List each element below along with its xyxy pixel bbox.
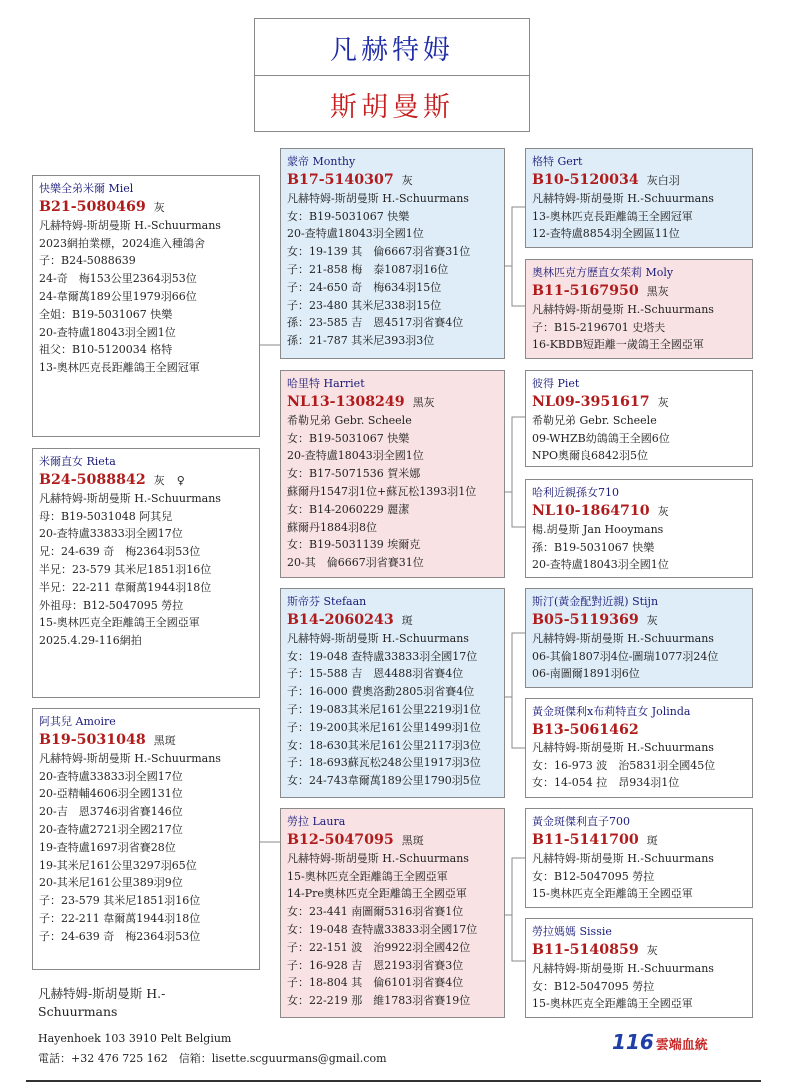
info-line: 凡赫特姆-斯胡曼斯 H.-Schuurmans: [39, 218, 221, 232]
info-line: 子：22-151 波 治9922羽全國42位: [287, 940, 471, 954]
info-line: 16-KBDB短距離一歲鴿王全國亞軍: [532, 338, 704, 352]
logo-number: 116: [612, 1030, 654, 1054]
info-line: 20-查特盧18043羽全國1位: [39, 325, 176, 339]
info-line: 凡赫特姆-斯胡曼斯 H.-Schuurmans: [39, 491, 221, 505]
info-line: 14-Pre奧林匹克全距離鴿王全國亞軍: [287, 887, 467, 901]
info-line: 15-奧林匹克全距離鴿王全國亞軍: [287, 869, 448, 883]
subject-name: 快樂全弟米爾 Miel: [39, 182, 134, 195]
gs8-color: 灰: [646, 943, 658, 957]
sibling-sex: ♀: [176, 473, 185, 487]
gs4-ring: NL10-1864710 灰: [532, 502, 669, 519]
info-line: 24-韋爾萬189公里1979羽66位: [39, 289, 197, 303]
logo: [612, 1030, 722, 1054]
info-line: NPO奧爾良6842羽5位: [532, 449, 649, 463]
info-line: 20-其米尼161公里389羽9位: [39, 876, 183, 890]
gs7-color: 斑: [646, 833, 658, 847]
gs8-name: 勞拉媽媽 Sissie: [532, 925, 612, 938]
info-line: 子：16-000 費奧洛勳2805羽省賽4位: [287, 685, 475, 699]
dam-dam-name: 勞拉 Laura: [287, 815, 346, 828]
info-line: 20-查特盧33833羽全國17位: [39, 527, 183, 541]
info-line: 20-查特盧2721羽全國217位: [39, 822, 183, 836]
info-line: 2025.4.29-116網拍: [39, 634, 142, 648]
dam-color: 黑斑: [153, 733, 176, 747]
sire-ring: B17-5140307 灰: [287, 171, 413, 188]
info-line: 20-查特盧18043羽全國1位: [532, 558, 669, 572]
gs8-ring: B11-5140859 灰: [532, 941, 658, 958]
info-line: 20-吉 恩3746羽省賽146位: [39, 805, 183, 819]
dam-sire-card[interactable]: [280, 588, 505, 798]
info-line: 半兄：23-579 其米尼1851羽16位: [39, 562, 212, 576]
info-line: 15-奧林匹克全距離鴿王全國亞軍: [39, 616, 200, 630]
info-line: 孫：21-787 其米尼393羽3位: [287, 334, 435, 348]
gs1-ring: B10-5120034 灰白羽: [532, 171, 680, 188]
info-line: 凡赫特姆-斯胡曼斯 H.-Schuurmans: [39, 751, 221, 765]
dam-lines: [39, 750, 255, 946]
info-line: 09-WHZB幼鴿鴿王全國6位: [532, 431, 670, 445]
gs2-color: 黑灰: [646, 284, 669, 298]
info-line: 子：24-650 奇 梅634羽15位: [287, 280, 442, 294]
info-line: 女：18-630其米尼161公里2117羽3位: [287, 738, 481, 752]
sire-lines: [287, 190, 500, 350]
info-line: 母：B19-5031048 阿其兒: [39, 509, 173, 523]
sibling-lines: [39, 490, 255, 650]
info-line: 子：21-858 梅 泰1087羽16位: [287, 262, 449, 276]
info-line: 凡赫特姆-斯胡曼斯 H.-Schuurmans: [532, 851, 714, 865]
info-line: 女：24-743韋爾萬189公里1790羽5位: [287, 774, 481, 788]
info-line: 子：19-200其米尼161公里1499羽1位: [287, 720, 481, 734]
info-line: 女：19-048 查特盧33833羽全國17位: [287, 649, 478, 663]
info-line: 13-奧林匹克長距離鴿王全國冠軍: [39, 361, 200, 375]
dam-dam-lines: [287, 850, 500, 1010]
info-line: 凡赫特姆-斯胡曼斯 H.-Schuurmans: [287, 191, 469, 205]
info-line: 祖父：B10-5120034 格特: [39, 343, 173, 357]
info-line: 凡赫特姆-斯胡曼斯 H.-Schuurmans: [532, 961, 714, 975]
gs6-lines: [532, 739, 748, 792]
info-line: 20-查特盧18043羽全國1位: [287, 449, 424, 463]
info-line: 凡赫特姆-斯胡曼斯 H.-Schuurmans: [287, 851, 469, 865]
info-line: 女：B12-5047095 勞拉: [532, 979, 655, 993]
info-line: 20-查特盧18043羽全國1位: [287, 227, 424, 241]
gs7-ring: B11-5141700 斑: [532, 831, 658, 848]
dam-dam-card[interactable]: [280, 808, 505, 1018]
sire-card[interactable]: [280, 148, 505, 359]
gs4-card[interactable]: [525, 479, 753, 578]
gs5-name: 斯汀(黃金配對近親) Stijn: [532, 595, 659, 608]
info-line: 20-查特盧33833羽全國17位: [39, 769, 183, 783]
info-line: 全姐：B19-5031067 快樂: [39, 307, 173, 321]
gs5-lines: [532, 630, 748, 683]
dam-name: 阿其兒 Amoire: [39, 715, 116, 728]
info-line: 女：B19-5031067 快樂: [287, 209, 410, 223]
info-line: 希勒兄弟 Gebr. Scheele: [532, 413, 657, 427]
sibling-name: 米爾直女 Rieta: [39, 455, 116, 468]
gs2-card[interactable]: [525, 259, 753, 359]
subject-ring: B21-5080469 灰: [39, 198, 165, 215]
info-line: 19-查特盧1697羽省賽28位: [39, 840, 176, 854]
sibling-card[interactable]: [32, 448, 260, 698]
gs2-name: 奧林匹克方歷直女茱莉 Moly: [532, 266, 674, 279]
gs1-lines: [532, 190, 748, 243]
breeder-name: 凡赫特姆-斯胡曼斯 H.-Schuurmans: [38, 986, 166, 1019]
info-line: 06-其倫1807羽4位-圖瑞1077羽24位: [532, 649, 719, 663]
info-line: 女：19-048 查特盧33833羽全國17位: [287, 922, 478, 936]
info-line: 女：B12-5047095 勞拉: [532, 869, 655, 883]
info-line: 蘇爾丹1884羽8位: [287, 520, 377, 534]
info-line: 兄：24-639 奇 梅2364羽53位: [39, 545, 201, 559]
subject-color: 灰: [153, 200, 165, 214]
gs6-name: 黃金斑傑利x布莉特直女 Jolinda: [532, 705, 691, 718]
gs3-card[interactable]: [525, 370, 753, 467]
gs7-lines: [532, 850, 748, 903]
info-line: 女：23-441 南圖爾5316羽省賽1位: [287, 905, 464, 919]
info-line: 凡赫特姆-斯胡曼斯 H.-Schuurmans: [532, 191, 714, 205]
info-line: 女：B14-2060229 麗潔: [287, 502, 410, 516]
gs5-color: 灰: [646, 613, 658, 627]
info-line: 15-奧林匹克全距離鴿王全國亞軍: [532, 887, 693, 901]
subject-lines: [39, 217, 255, 377]
info-line: 子：B24-5088639: [39, 254, 136, 268]
dam-sire-name: 斯帝芬 Stefaan: [287, 595, 367, 608]
info-line: 凡赫特姆-斯胡曼斯 H.-Schuurmans: [532, 631, 714, 645]
info-line: 女：19-139 其 倫6667羽省賽31位: [287, 245, 471, 259]
info-line: 半兄：22-211 韋爾萬1944羽18位: [39, 580, 212, 594]
info-line: 19-其米尼161公里3297羽65位: [39, 858, 197, 872]
gs1-color: 灰白羽: [646, 173, 680, 187]
sire-dam-card[interactable]: [280, 370, 505, 578]
info-line: 13-奧林匹克長距離鴿王全國冠軍: [532, 209, 693, 223]
gs7-name: 黃金斑傑利直子700: [532, 815, 630, 828]
gs1-card[interactable]: [525, 148, 753, 248]
gs3-color: 灰: [657, 395, 669, 409]
info-line: 女：B17-5071536 賀米娜: [287, 467, 421, 481]
sire-dam-color: 黑灰: [412, 395, 435, 409]
info-line: 2023網拍業標，2024進入種鴿舍: [39, 236, 205, 250]
info-line: 子：B15-2196701 史塔夫: [532, 320, 666, 334]
dam-sire-lines: [287, 630, 500, 790]
info-line: 孫：B19-5031067 快樂: [532, 540, 655, 554]
info-line: 子：22-211 韋爾萬1944羽18位: [39, 911, 201, 925]
info-line: 女：22-219 那 維1783羽省賽19位: [287, 994, 471, 1008]
gs4-color: 灰: [657, 504, 669, 518]
sire-dam-ring: NL13-1308249 黑灰: [287, 393, 435, 410]
info-line: 希勒兄弟 Gebr. Scheele: [287, 413, 412, 427]
info-line: 子：19-083其米尼161公里2219羽1位: [287, 702, 481, 716]
info-line: 子：23-579 其米尼1851羽16位: [39, 894, 201, 908]
gs8-card[interactable]: [525, 918, 753, 1018]
info-line: 子：18-693蘇瓦松248公里1917羽3位: [287, 756, 481, 770]
gs3-lines: [532, 412, 748, 465]
info-line: 06-南圖爾1891羽6位: [532, 667, 640, 681]
subject-card[interactable]: [32, 175, 260, 437]
info-line: 凡赫特姆-斯胡曼斯 H.-Schuurmans: [532, 740, 714, 754]
gs8-lines: [532, 960, 748, 1013]
info-line: 外祖母：B12-5047095 勞拉: [39, 598, 184, 612]
info-line: 孫：23-585 吉 恩4517羽省賽4位: [287, 316, 464, 330]
dam-dam-color: 黑斑: [401, 833, 424, 847]
dam-dam-ring: B12-5047095 黑斑: [287, 831, 424, 848]
info-line: 24-奇 梅153公里2364羽53位: [39, 272, 197, 286]
gs7-card[interactable]: [525, 808, 753, 908]
info-line: 凡赫特姆-斯胡曼斯 H.-Schuurmans: [532, 302, 714, 316]
info-line: 女：B19-5031067 快樂: [287, 431, 410, 445]
gs6-card[interactable]: [525, 698, 753, 798]
info-line: 12-查特盧8854羽全國區11位: [532, 227, 680, 241]
gs1-name: 格特 Gert: [532, 155, 583, 168]
title-line1: 凡赫特姆: [255, 19, 529, 76]
dam-card[interactable]: [32, 708, 260, 970]
gs6-ring: B13-5061462: [532, 721, 639, 738]
gs4-lines: [532, 521, 748, 574]
gs3-name: 彼得 Piet: [532, 377, 580, 390]
bottom-rule: [26, 1080, 761, 1082]
info-line: 子：23-480 其米尼338羽15位: [287, 298, 442, 312]
info-line: 女：16-973 波 治5831羽全國45位: [532, 758, 716, 772]
gs4-name: 哈利近親孫女710: [532, 486, 619, 499]
gs2-ring: B11-5167950 黑灰: [532, 282, 669, 299]
info-line: 15-奧林匹克全距離鴿王全國亞軍: [532, 997, 693, 1011]
info-line: 子：24-639 奇 梅2364羽53位: [39, 929, 201, 943]
info-line: 女：B19-5031139 埃爾克: [287, 538, 421, 552]
info-line: 子：18-804 其 倫6101羽省賽4位: [287, 976, 464, 990]
gs3-ring: NL09-3951617 灰: [532, 393, 669, 410]
sire-dam-lines: [287, 412, 500, 572]
dam-ring: B19-5031048 黑斑: [39, 731, 176, 748]
gs5-card[interactable]: [525, 588, 753, 688]
info-line: 子：15-588 吉 恩4488羽省賽4位: [287, 667, 464, 681]
sire-dam-name: 哈里特 Harriet: [287, 377, 365, 390]
info-line: 20-其 倫6667羽省賽31位: [287, 556, 424, 570]
dam-sire-ring: B14-2060243 斑: [287, 611, 413, 628]
info-line: 楊.胡曼斯 Jan Hooymans: [532, 522, 664, 536]
sibling-color: 灰: [153, 473, 165, 487]
info-line: 子：16-928 吉 恩2193羽省賽3位: [287, 958, 464, 972]
gs5-ring: B05-5119369 灰: [532, 611, 658, 628]
address: Hayenhoek 103 3910 Pelt Belgium: [38, 1032, 232, 1045]
info-line: 凡赫特姆-斯胡曼斯 H.-Schuurmans: [287, 631, 469, 645]
info-line: 蘇爾丹1547羽1位+蘇瓦松1393羽1位: [287, 484, 477, 498]
info-line: 20-亞精輔4606羽全國131位: [39, 787, 183, 801]
sibling-ring: B24-5088842 灰 ♀: [39, 471, 185, 488]
contact: 電話：+32 476 725 162 信箱：lisette.scguurmans@gmail.com: [38, 1052, 387, 1065]
sire-color: 灰: [401, 173, 413, 187]
info-line: 女：14-054 拉 昂934羽1位: [532, 776, 680, 790]
sire-name: 蒙帝 Monthy: [287, 155, 356, 168]
title-line2: 斯胡曼斯: [330, 91, 454, 123]
logo-text: 雲端血統: [655, 1038, 708, 1053]
dam-sire-color: 斑: [401, 613, 413, 627]
gs2-lines: [532, 301, 748, 354]
